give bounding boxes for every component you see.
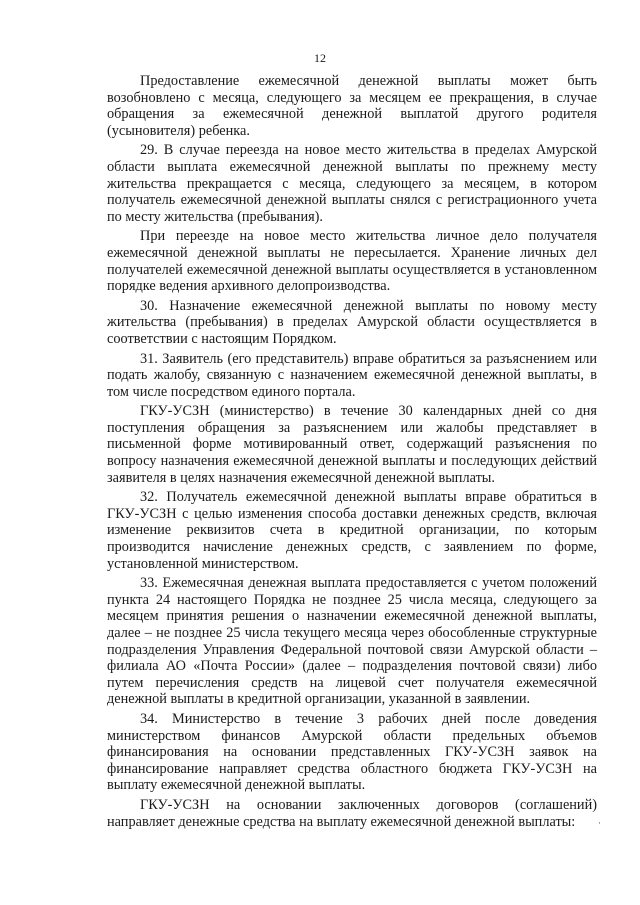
paragraph-29: 29. В случае переезда на новое место жительства в пределах Амурской области выплата ежемесячной денежной выплаты по прежнему месту жительства прекращается с месяца, следующего за месяцем, в котором получатель ежемесячной денежной выплаты снялся с регистрационного учета по месту жительства (пребывания). xyxy=(107,142,597,225)
paragraph-32: 32. Получатель ежемесячной денежной выплаты вправе обратиться в ГКУ-УСЗН с целью изменения способа доставки денежных средств, включая изменение реквизитов счета в кредитной организации, по которым производится начисление денежных средств, с заявлением по форме, установленной министерством. xyxy=(107,489,597,572)
scan-dot-mark: · xyxy=(598,818,601,828)
paragraph-34: 34. Министерство в течение 3 рабочих дней после доведения министерством финансов Амурской области предельных объемов финансирования на основании представленных ГКУ-УСЗН заявок на финансирование направляет средства областного бюджета ГКУ-УСЗН на выплату ежемесячной денежной выплаты. xyxy=(107,710,597,794)
paragraph-30: 30. Назначение ежемесячной денежной выплаты по новому месту жительства (пребывания) в пределах Амурской области осуществляется в соответствии с настоящим Порядком. xyxy=(107,297,597,347)
document-body xyxy=(107,73,597,830)
paragraph-33: 33. Ежемесячная денежная выплата предоставляется с учетом положений пункта 24 настоящего Порядка не позднее 25 числа месяца, следующего за месяцем принятия решения о назначении ежемесячной денежной выплаты, далее – не позднее 25 числа текущего месяца через обособленные структурные подразделения Управления Федеральной почтовой связи Амурской области – филиала АО «Почта России» (далее – подразделения почтовой связи) либо путем перечисления средств на лицевой счет получателя ежемесячной денежной выплаты в кредитной организации, указанной в заявлении. xyxy=(107,575,597,708)
paragraph-29-personal-file: При переезде на новое место жительства личное дело получателя ежемесячной денежной выплаты не пересылается. Хранение личных дел получателей ежемесячной денежной выплаты осуществляется в установленном порядке ведения архивного делопроизводства. xyxy=(107,228,597,295)
paragraph-resumption: Предоставление ежемесячной денежной выплаты может быть возобновлено с месяца, следующего за месяцем ее прекращения, в случае обращения за ежемесячной денежной выплатой другого родителя (усыновителя) ребенка. xyxy=(107,73,597,139)
paragraph-31-response: ГКУ-УСЗН (министерство) в течение 30 календарных дней со дня поступления обращения за разъяснением или жалобы представляет в письменной форме мотивированный ответ, содержащий разъяснения по вопросу назначения ежемесячной денежной выплаты и последующих действий заявителя в целях назначения ежемесячной денежной выплаты. xyxy=(107,403,597,486)
page-number: 12 xyxy=(314,51,326,65)
paragraph-34-funding: ГКУ-УСЗН на основании заключенных договоров (соглашений) направляет денежные средства на выплату ежемесячной денежной выплаты: xyxy=(107,796,597,830)
paragraph-31: 31. Заявитель (его представитель) вправе обратиться за разъяснением или подать жалобу, связанную с назначением ежемесячной денежной выплаты, в том числе посредством единого портала. xyxy=(107,350,597,400)
